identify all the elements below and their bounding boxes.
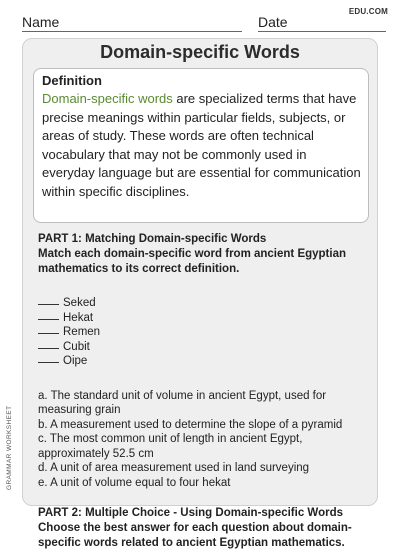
word-label: Remen <box>63 326 101 338</box>
definition-option: c. The most common unit of length in ancient Egypt, approximately 52.5 cm <box>38 433 303 460</box>
definition-option: a. The standard unit of volume in ancient Egypt, used for measuring grain <box>38 389 327 416</box>
answer-blank[interactable] <box>38 319 59 320</box>
date-label: Date <box>258 14 288 30</box>
part2-title: PART 2: Multiple Choice - Using Domain-specific Words <box>38 507 343 519</box>
definition-option: d. A unit of area measurement used in land surveying <box>38 462 310 474</box>
word-label: Oipe <box>63 355 88 367</box>
word-label: Cubit <box>63 340 90 353</box>
word-item <box>38 340 372 355</box>
name-field-line[interactable] <box>22 31 242 32</box>
part2-instruction: Choose the best answer for each question about domain-specific words related to ancient Egyptian mathematics. <box>38 522 352 549</box>
word-item <box>38 325 372 340</box>
answer-blank[interactable] <box>38 362 59 363</box>
definition-heading: Definition <box>42 73 102 88</box>
word-item <box>38 354 372 369</box>
word-label: Seked <box>63 297 96 309</box>
word-item <box>38 311 372 326</box>
word-label: Hekat <box>63 311 94 324</box>
definition-body: are specialized terms that have precise meanings within particular fields, subjects, or areas of study. These words are often technical vocabulary that may not be commonly used in everyday language but are essential for communication within specific disciplines. <box>42 91 361 199</box>
definition-option: e. A unit of volume equal to four hekat <box>38 476 231 489</box>
name-label: Name <box>22 14 60 30</box>
answer-blank[interactable] <box>38 348 59 349</box>
definition-box <box>33 68 369 223</box>
part1-title: PART 1: Matching Domain-specific Words <box>38 233 267 245</box>
answer-blank[interactable] <box>38 304 59 305</box>
definition-options-list <box>38 389 372 491</box>
word-list <box>38 296 372 369</box>
part2-section <box>38 506 372 551</box>
definition-option: b. A measurement used to determine the slope of a pyramid <box>38 418 343 431</box>
word-item <box>38 296 372 311</box>
definition-term: Domain-specific words <box>42 91 173 106</box>
date-field-line[interactable] <box>258 31 386 32</box>
brand-logo: EDU.COM <box>348 7 388 16</box>
part1-instruction: Match each domain-specific word from ancient Egyptian mathematics to its correct definition. <box>38 248 347 275</box>
exercise-area <box>38 232 372 551</box>
name-date-row <box>22 14 386 34</box>
page-title: Domain-specific Words <box>100 42 300 62</box>
definition-text <box>42 90 361 201</box>
side-label: GRAMMAR WORKSHEET <box>6 405 13 490</box>
worksheet-card <box>22 38 378 549</box>
answer-blank[interactable] <box>38 333 59 334</box>
